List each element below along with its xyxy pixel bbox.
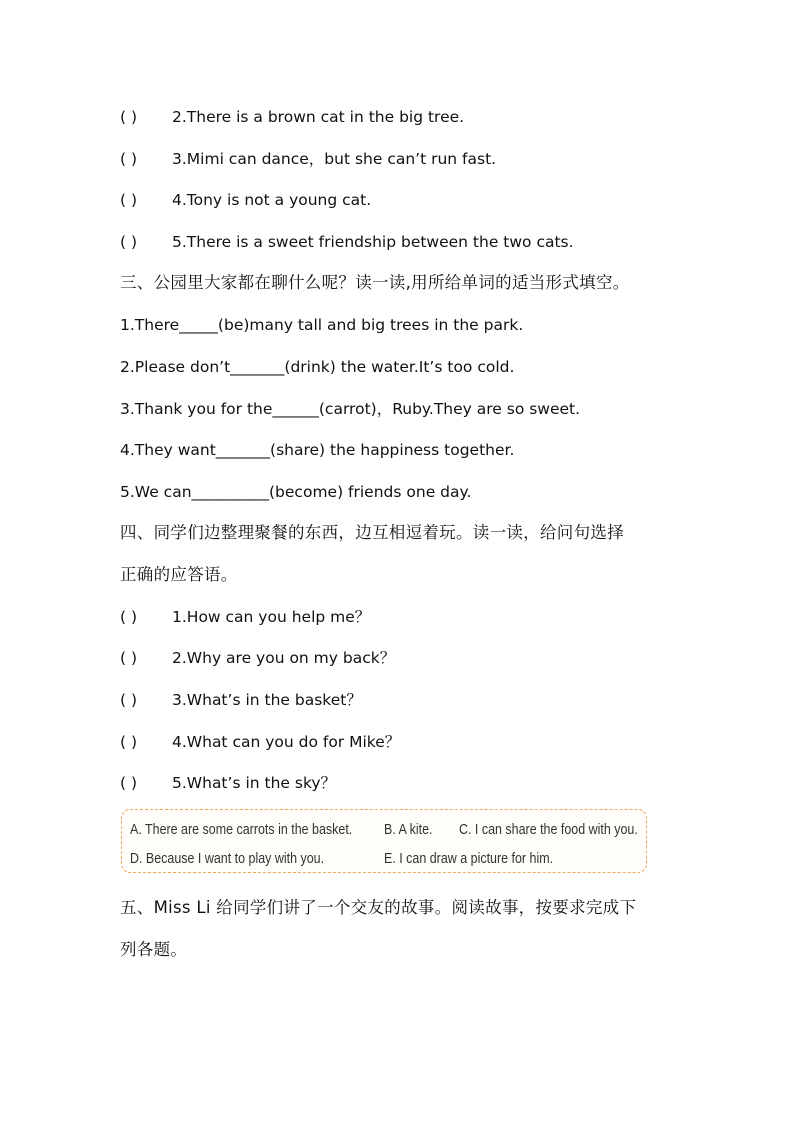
section-3-heading: 三、公园里大家都在聊什么呢？读一读,用所给单词的适当形式填空。 bbox=[120, 273, 630, 292]
answer-blank[interactable]: ( ) bbox=[120, 733, 138, 751]
statement-text: 2.There is a brown cat in the big tree. bbox=[172, 108, 465, 126]
option-b: B. A kite. bbox=[384, 822, 433, 838]
section-4-heading-line-1: 四、同学们边整理聚餐的东西，边互相逗着玩。读一读，给问句选择 bbox=[120, 523, 624, 542]
statement-2 bbox=[120, 107, 464, 127]
answer-options-box bbox=[121, 809, 647, 873]
question-text: 1.How can you help me？ bbox=[172, 608, 371, 626]
answer-blank[interactable]: ( ) bbox=[120, 191, 138, 209]
answer-blank[interactable]: ( ) bbox=[120, 649, 138, 667]
question-text: 5.What’s in the sky？ bbox=[172, 774, 337, 792]
option-d: D. Because I want to play with you. bbox=[130, 851, 325, 867]
statement-text: 3.Mimi can dance，but she can’t run fast. bbox=[172, 150, 497, 168]
question-text: 3.What’s in the basket？ bbox=[172, 691, 362, 709]
answer-blank[interactable]: ( ) bbox=[120, 150, 138, 168]
statement-4 bbox=[120, 190, 371, 210]
option-c: C. I can share the food with you. bbox=[459, 822, 638, 838]
section-5-heading-line-2: 列各题。 bbox=[120, 940, 188, 959]
question-text: 4.What can you do for Mike？ bbox=[172, 733, 401, 751]
answer-blank[interactable]: ( ) bbox=[120, 608, 138, 626]
fill-item-2[interactable]: 2.Please don’t_______(drink) the water.It’s too cold. bbox=[120, 358, 515, 376]
section-4-heading-line-2: 正确的应答语。 bbox=[120, 565, 238, 584]
question-3 bbox=[120, 690, 362, 710]
fill-item-4[interactable]: 4.They want_______(share) the happiness together. bbox=[120, 441, 515, 459]
fill-item-5[interactable]: 5.We can__________(become) friends one day. bbox=[120, 483, 472, 501]
option-e: E. I can draw a picture for him. bbox=[384, 851, 554, 867]
answer-blank[interactable]: ( ) bbox=[120, 108, 138, 126]
question-2 bbox=[120, 648, 395, 668]
statement-3 bbox=[120, 149, 496, 169]
fill-item-1[interactable]: 1.There_____(be)many tall and big trees in the park. bbox=[120, 316, 524, 334]
answer-blank[interactable]: ( ) bbox=[120, 774, 138, 792]
fill-item-3[interactable]: 3.Thank you for the______(carrot)，Ruby.They are so sweet. bbox=[120, 400, 581, 418]
answer-blank[interactable]: ( ) bbox=[120, 691, 138, 709]
question-5 bbox=[120, 773, 336, 793]
statement-text: 4.Tony is not a young cat. bbox=[172, 191, 372, 209]
statement-5 bbox=[120, 232, 574, 252]
option-a: A. There are some carrots in the basket. bbox=[130, 822, 353, 838]
statement-text: 5.There is a sweet friendship between the two cats. bbox=[172, 233, 574, 251]
question-4 bbox=[120, 732, 400, 752]
question-1 bbox=[120, 607, 370, 627]
answer-blank[interactable]: ( ) bbox=[120, 233, 138, 251]
section-5-heading-line-1: 五、Miss Li 给同学们讲了一个交友的故事。阅读故事，按要求完成下 bbox=[120, 898, 637, 917]
question-text: 2.Why are you on my back？ bbox=[172, 649, 396, 667]
